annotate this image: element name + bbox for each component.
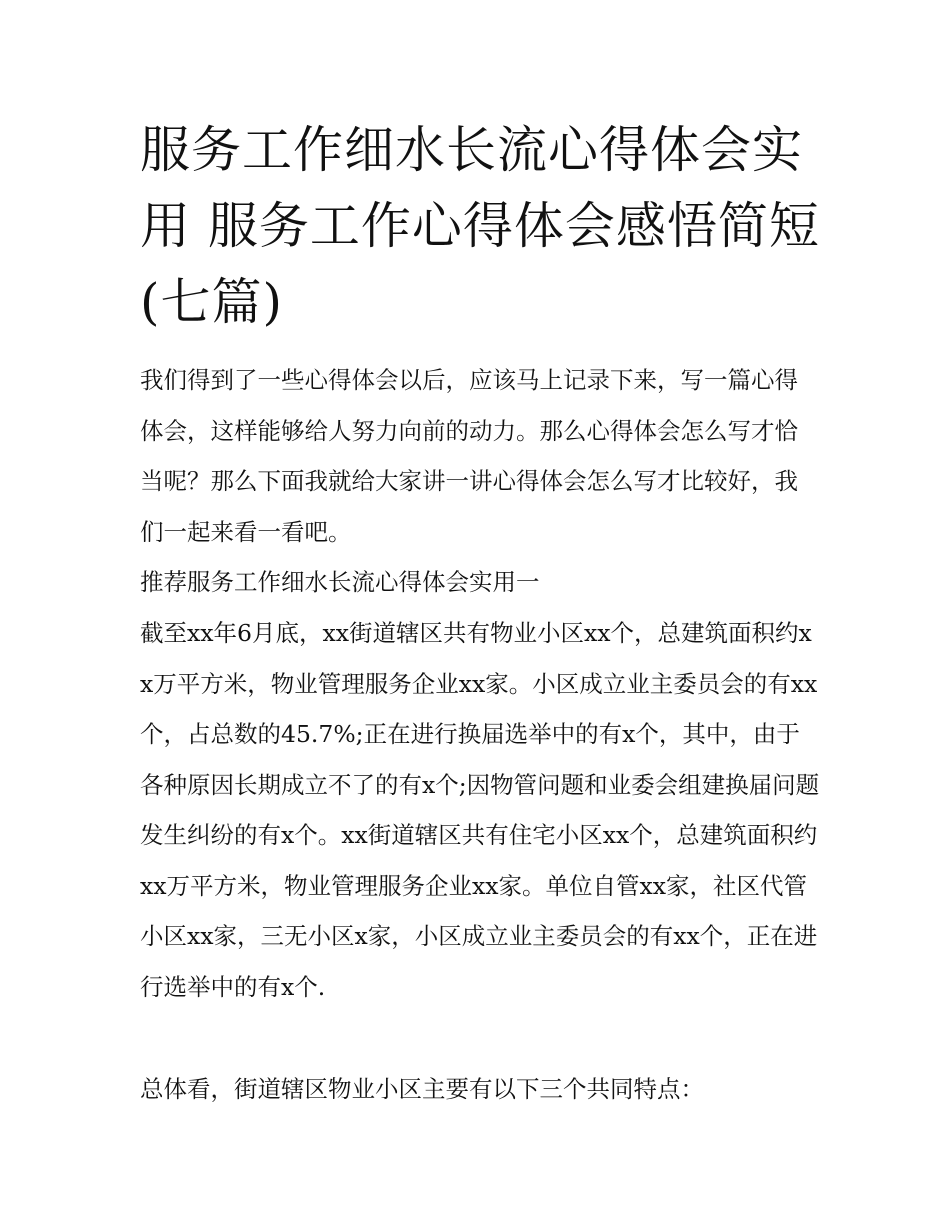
body-paragraph: 截至xx年6月底，xx街道辖区共有物业小区xx个，总建筑面积约xx万平方米，物业管理服务企业xx家。小区成立业主委员会的有xx个，占总数的45.7%;正在进行换届选举中的有x个，其中，由于各种原因长期成立不了的有x个;因物管问题和业委会组建换届问题发生纠纷的有x个。xx街道辖区共有住宅小区xx个，总建筑面积约xx万平方米，物业管理服务企业xx家。单位自管xx家，社区代管小区xx家，三无小区x家，小区成立业主委员会的有xx个，正在进行选举中的有x个. (140, 619, 820, 1001)
document-title: 服务工作细水长流心得体会实用 服务工作心得体会感悟简短(七篇) (140, 121, 820, 331)
recommend-heading: 推荐服务工作细水长流心得体会实用一 (140, 568, 540, 596)
intro-paragraph: 我们得到了一些心得体会以后，应该马上记录下来，写一篇心得体会，这样能够给人努力向前的动力。那么心得体会怎么写才恰当呢？那么下面我就给大家讲一讲心得体会怎么写才比较好，我们一起来看一看吧。 (140, 366, 798, 546)
summary-paragraph: 总体看，街道辖区物业小区主要有以下三个共同特点： (140, 1075, 704, 1103)
